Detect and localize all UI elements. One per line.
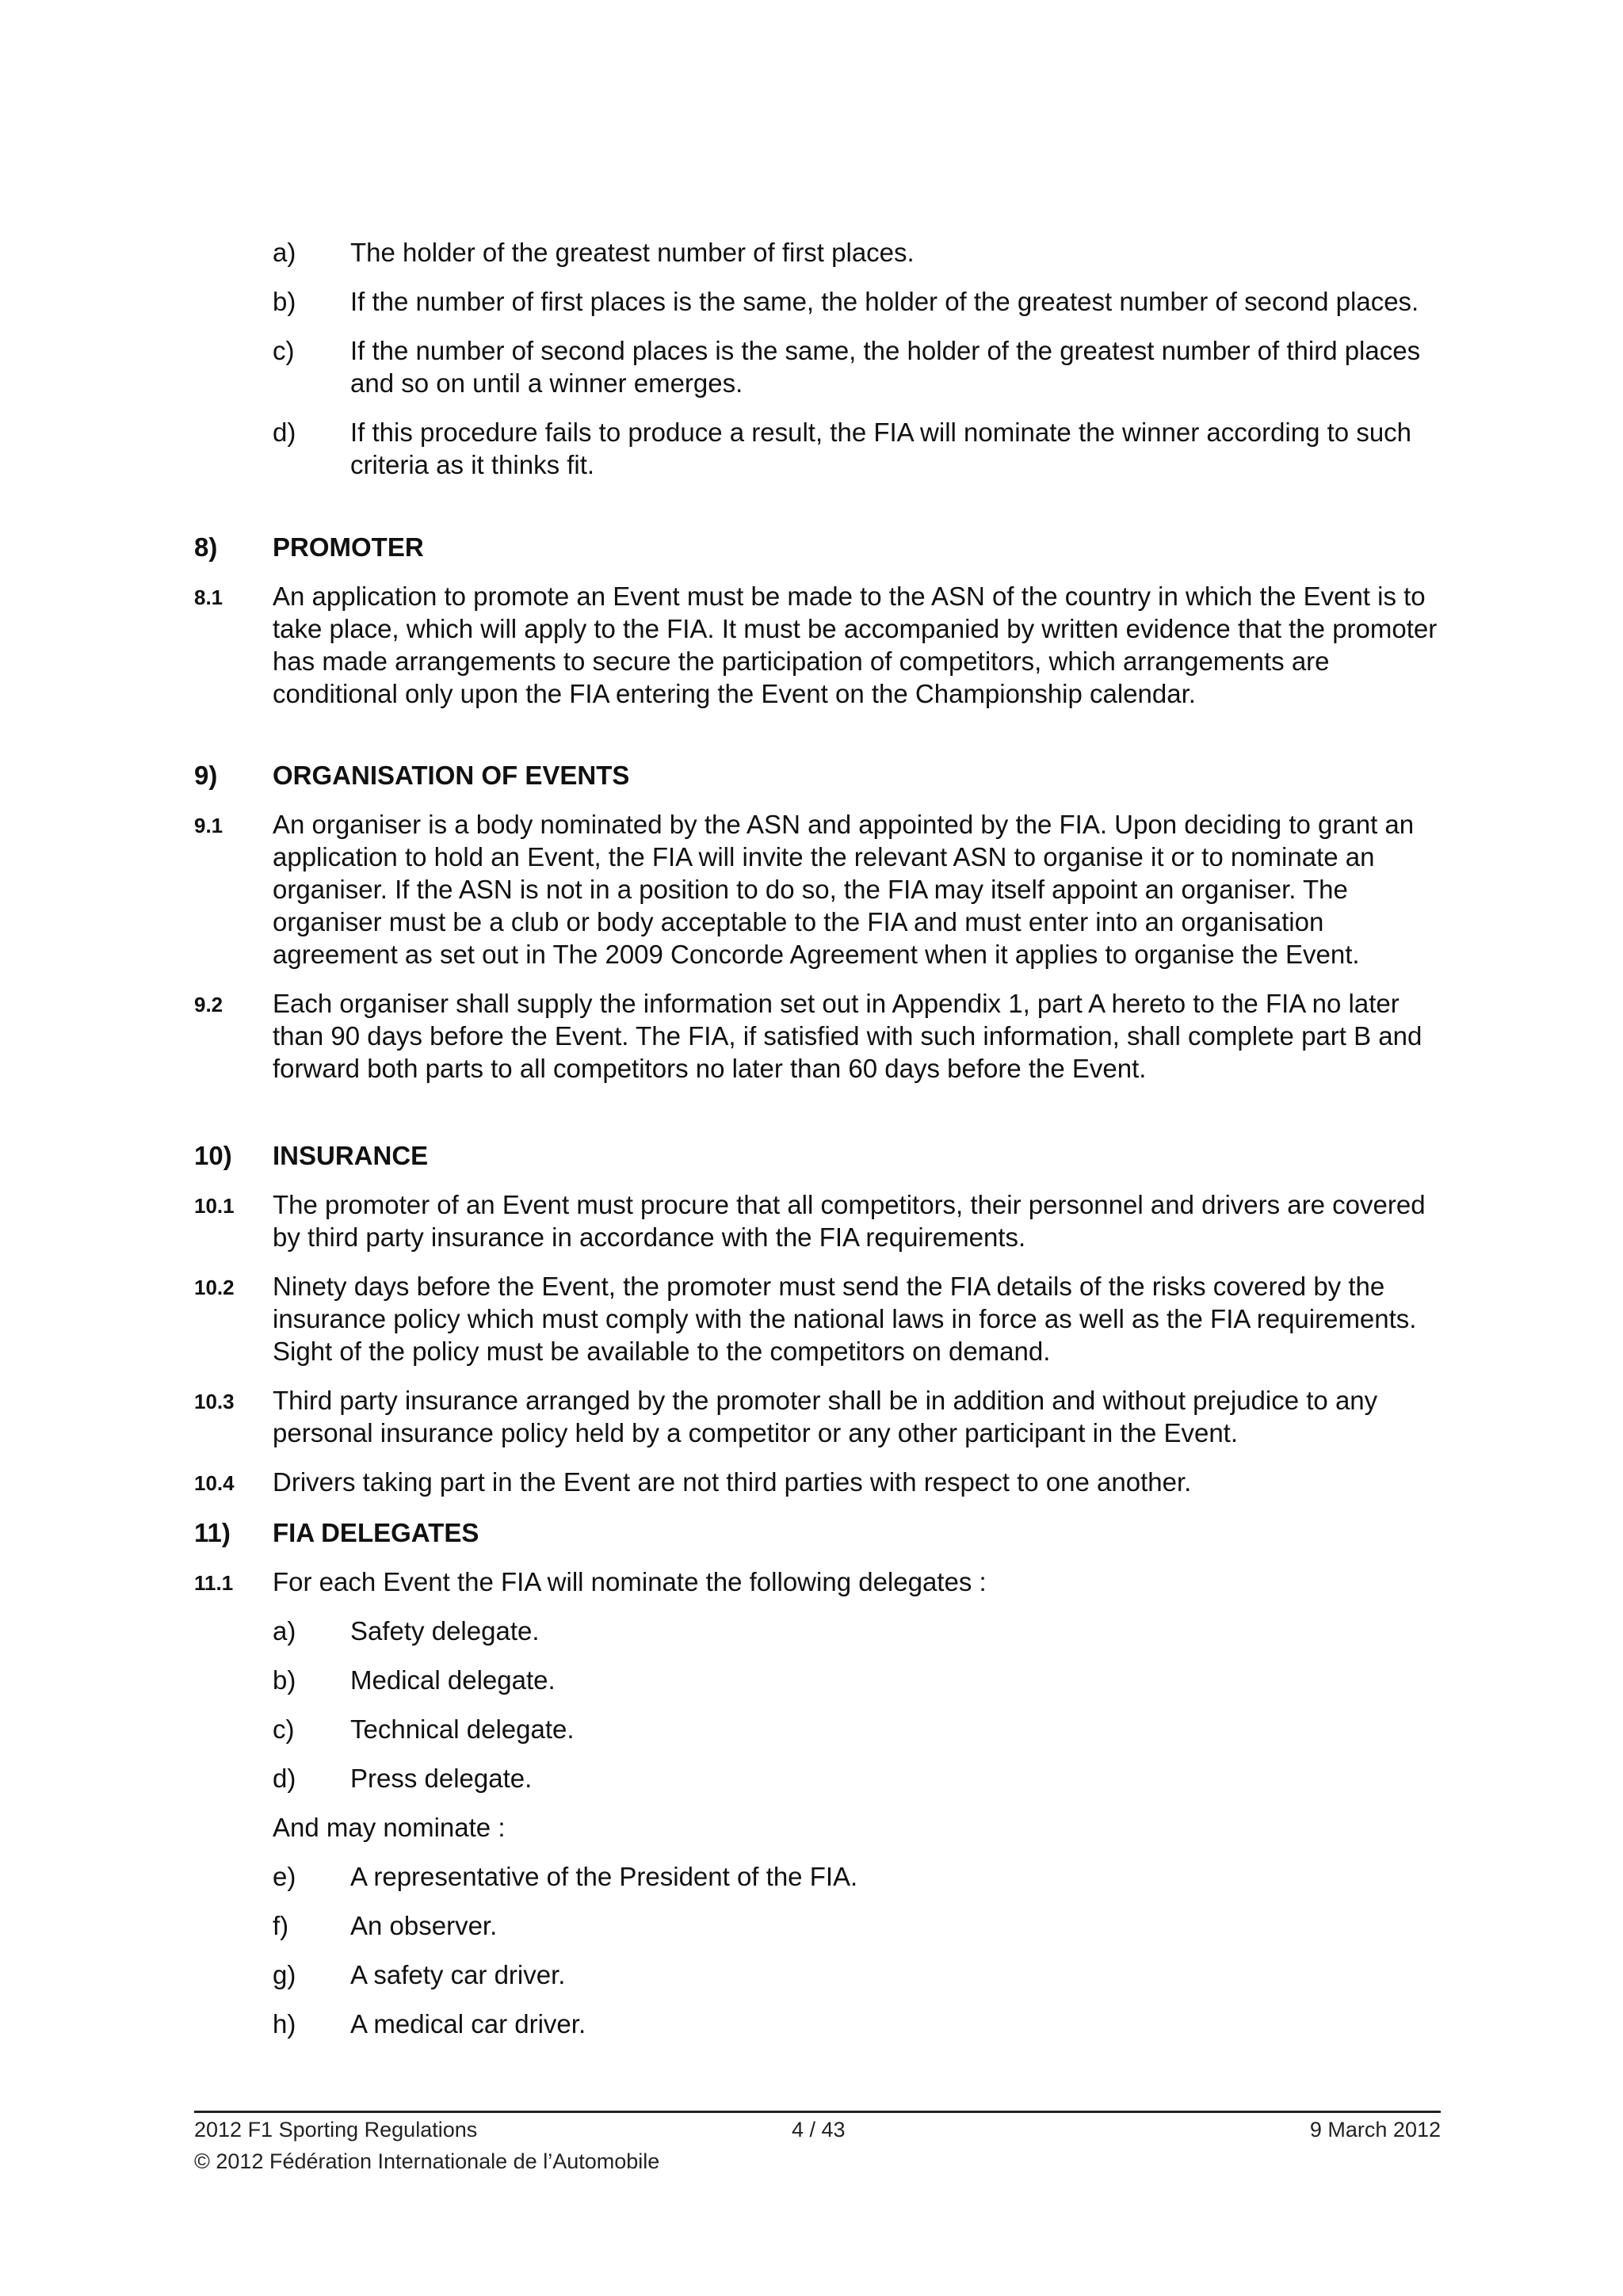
section-10 (194, 1139, 1441, 1498)
section-title: PROMOTER (273, 532, 424, 562)
section-title: ORGANISATION OF EVENTS (273, 761, 630, 790)
section-title: FIA DELEGATES (273, 1518, 479, 1547)
section-number: 8) (194, 532, 218, 562)
may-nominate-text: And may nominate : (273, 1813, 506, 1842)
footer-doc-title: 2012 F1 Sporting Regulations (194, 2118, 478, 2142)
article-number: 10.2 (194, 1276, 235, 1299)
list-item (194, 2008, 1441, 2040)
article-number: 8.1 (194, 585, 223, 609)
list-item-text: If the number of second places is the same, the holder of the greatest number of third places and so on until a winner emerges. (350, 336, 1421, 398)
section-heading (194, 759, 1441, 791)
list-item-text: A representative of the President of the FIA. (350, 1862, 858, 1891)
article-text: Drivers taking part in the Event are not third parties with respect to one another. (273, 1467, 1192, 1497)
list-item-text: Technical delegate. (350, 1714, 575, 1744)
list-item (194, 1860, 1441, 1893)
article-10-4 (194, 1466, 1441, 1498)
article-text: The promoter of an Event must procure that all competitors, their personnel and drivers are covered by third party insurance in accordance with the FIA requirements. (273, 1190, 1426, 1252)
article-8-1 (194, 580, 1441, 710)
footer-date: 9 March 2012 (1309, 2118, 1441, 2142)
list-item (194, 1664, 1441, 1696)
article-text: For each Event the FIA will nominate the following delegates : (273, 1567, 987, 1596)
list-item (194, 416, 1441, 481)
list-item-text: Press delegate. (350, 1764, 533, 1793)
list-item-text: Safety delegate. (350, 1616, 540, 1646)
list-item-label: b) (273, 287, 296, 316)
tie-break-list (194, 236, 1441, 481)
footer-divider (194, 2111, 1441, 2113)
article-number: 10.3 (194, 1390, 235, 1413)
section-number: 11) (194, 1518, 231, 1547)
footer-page-number: 4 / 43 (792, 2118, 846, 2142)
list-item-label: a) (273, 1616, 296, 1646)
section-number: 9) (194, 761, 218, 790)
article-number: 9.1 (194, 814, 223, 837)
list-item-label: h) (273, 2009, 296, 2039)
article-text: Each organiser shall supply the information set out in Appendix 1, part A hereto to the FIA no later than 90 days before the Event. The FIA, if satisfied with such information, shall complete part B and forward both parts to all competitors no later than 60 days before the Event. (273, 989, 1423, 1083)
article-text: An application to promote an Event must be made to the ASN of the country in which the Event is to take place, which will apply to the FIA. It must be accompanied by written evidence that the promoter has made arrangements to secure the participation of competitors, which arrangements are conditional only upon the FIA entering the Event on the Championship calendar. (273, 582, 1438, 708)
list-item-label: d) (273, 1764, 296, 1793)
list-item (194, 1909, 1441, 1942)
list-item (194, 334, 1441, 399)
section-title: INSURANCE (273, 1141, 429, 1170)
list-item-label: g) (273, 1960, 296, 1989)
section-number: 10) (194, 1141, 232, 1170)
article-number: 10.4 (194, 1471, 235, 1495)
may-nominate-line (194, 1811, 1441, 1844)
section-heading (194, 1139, 1441, 1172)
list-item-label: d) (273, 418, 296, 447)
list-item-text: A safety car driver. (350, 1960, 566, 1989)
article-text: Third party insurance arranged by the promoter shall be in addition and without prejudice to any personal insurance policy held by a competitor or any other participant in the Event. (273, 1386, 1378, 1447)
article-10-3 (194, 1384, 1441, 1449)
section-11 (194, 1516, 1441, 2040)
article-9-2 (194, 987, 1441, 1085)
article-10-1 (194, 1188, 1441, 1253)
list-item-text: Medical delegate. (350, 1665, 556, 1695)
section-9 (194, 759, 1441, 1085)
section-heading (194, 531, 1441, 563)
article-text: Ninety days before the Event, the promoter must send the FIA details of the risks covered by the insurance policy which must comply with the national laws in force as well as the FIA requirements. Sight of the policy must be available to the competitors on demand. (273, 1272, 1417, 1366)
list-item (194, 1713, 1441, 1745)
article-11-1 (194, 1566, 1441, 1598)
list-item-text: A medical car driver. (350, 2009, 586, 2039)
list-item-label: f) (273, 1911, 289, 1940)
list-item-label: c) (273, 336, 295, 365)
list-item-label: e) (273, 1862, 296, 1891)
section-heading (194, 1516, 1441, 1549)
article-text: An organiser is a body nominated by the ASN and appointed by the FIA. Upon deciding to grant an application to hold an Event, the FIA will invite the relevant ASN to organise it or to nominate an organiser. If the ASN is not in a position to do so, the FIA may itself appoint an organiser. The organiser must be a club or body acceptable to the FIA and must enter into an organisation agreement as set out in The 2009 Concorde Agreement when it applies to organise the Event. (273, 810, 1415, 969)
list-item-label: c) (273, 1714, 295, 1744)
list-item (194, 1762, 1441, 1794)
article-number: 10.1 (194, 1194, 235, 1218)
list-item-text: If this procedure fails to produce a result, the FIA will nominate the winner according to such criteria as it thinks fit. (350, 418, 1412, 479)
list-item (194, 1958, 1441, 1991)
list-item-label: a) (273, 238, 296, 267)
list-item-text: The holder of the greatest number of first places. (350, 238, 915, 267)
section-8 (194, 531, 1441, 710)
list-item-text: If the number of first places is the same, the holder of the greatest number of second places. (350, 287, 1419, 316)
list-item (194, 285, 1441, 318)
article-number: 9.2 (194, 993, 223, 1016)
list-item-label: b) (273, 1665, 296, 1695)
list-item-text: An observer. (350, 1911, 498, 1940)
article-9-1 (194, 808, 1441, 971)
article-number: 11.1 (194, 1571, 234, 1595)
list-item (194, 1615, 1441, 1647)
footer-copyright: © 2012 Fédération Internationale de l’Automobile (194, 2149, 660, 2173)
list-item (194, 236, 1441, 269)
article-10-2 (194, 1270, 1441, 1367)
